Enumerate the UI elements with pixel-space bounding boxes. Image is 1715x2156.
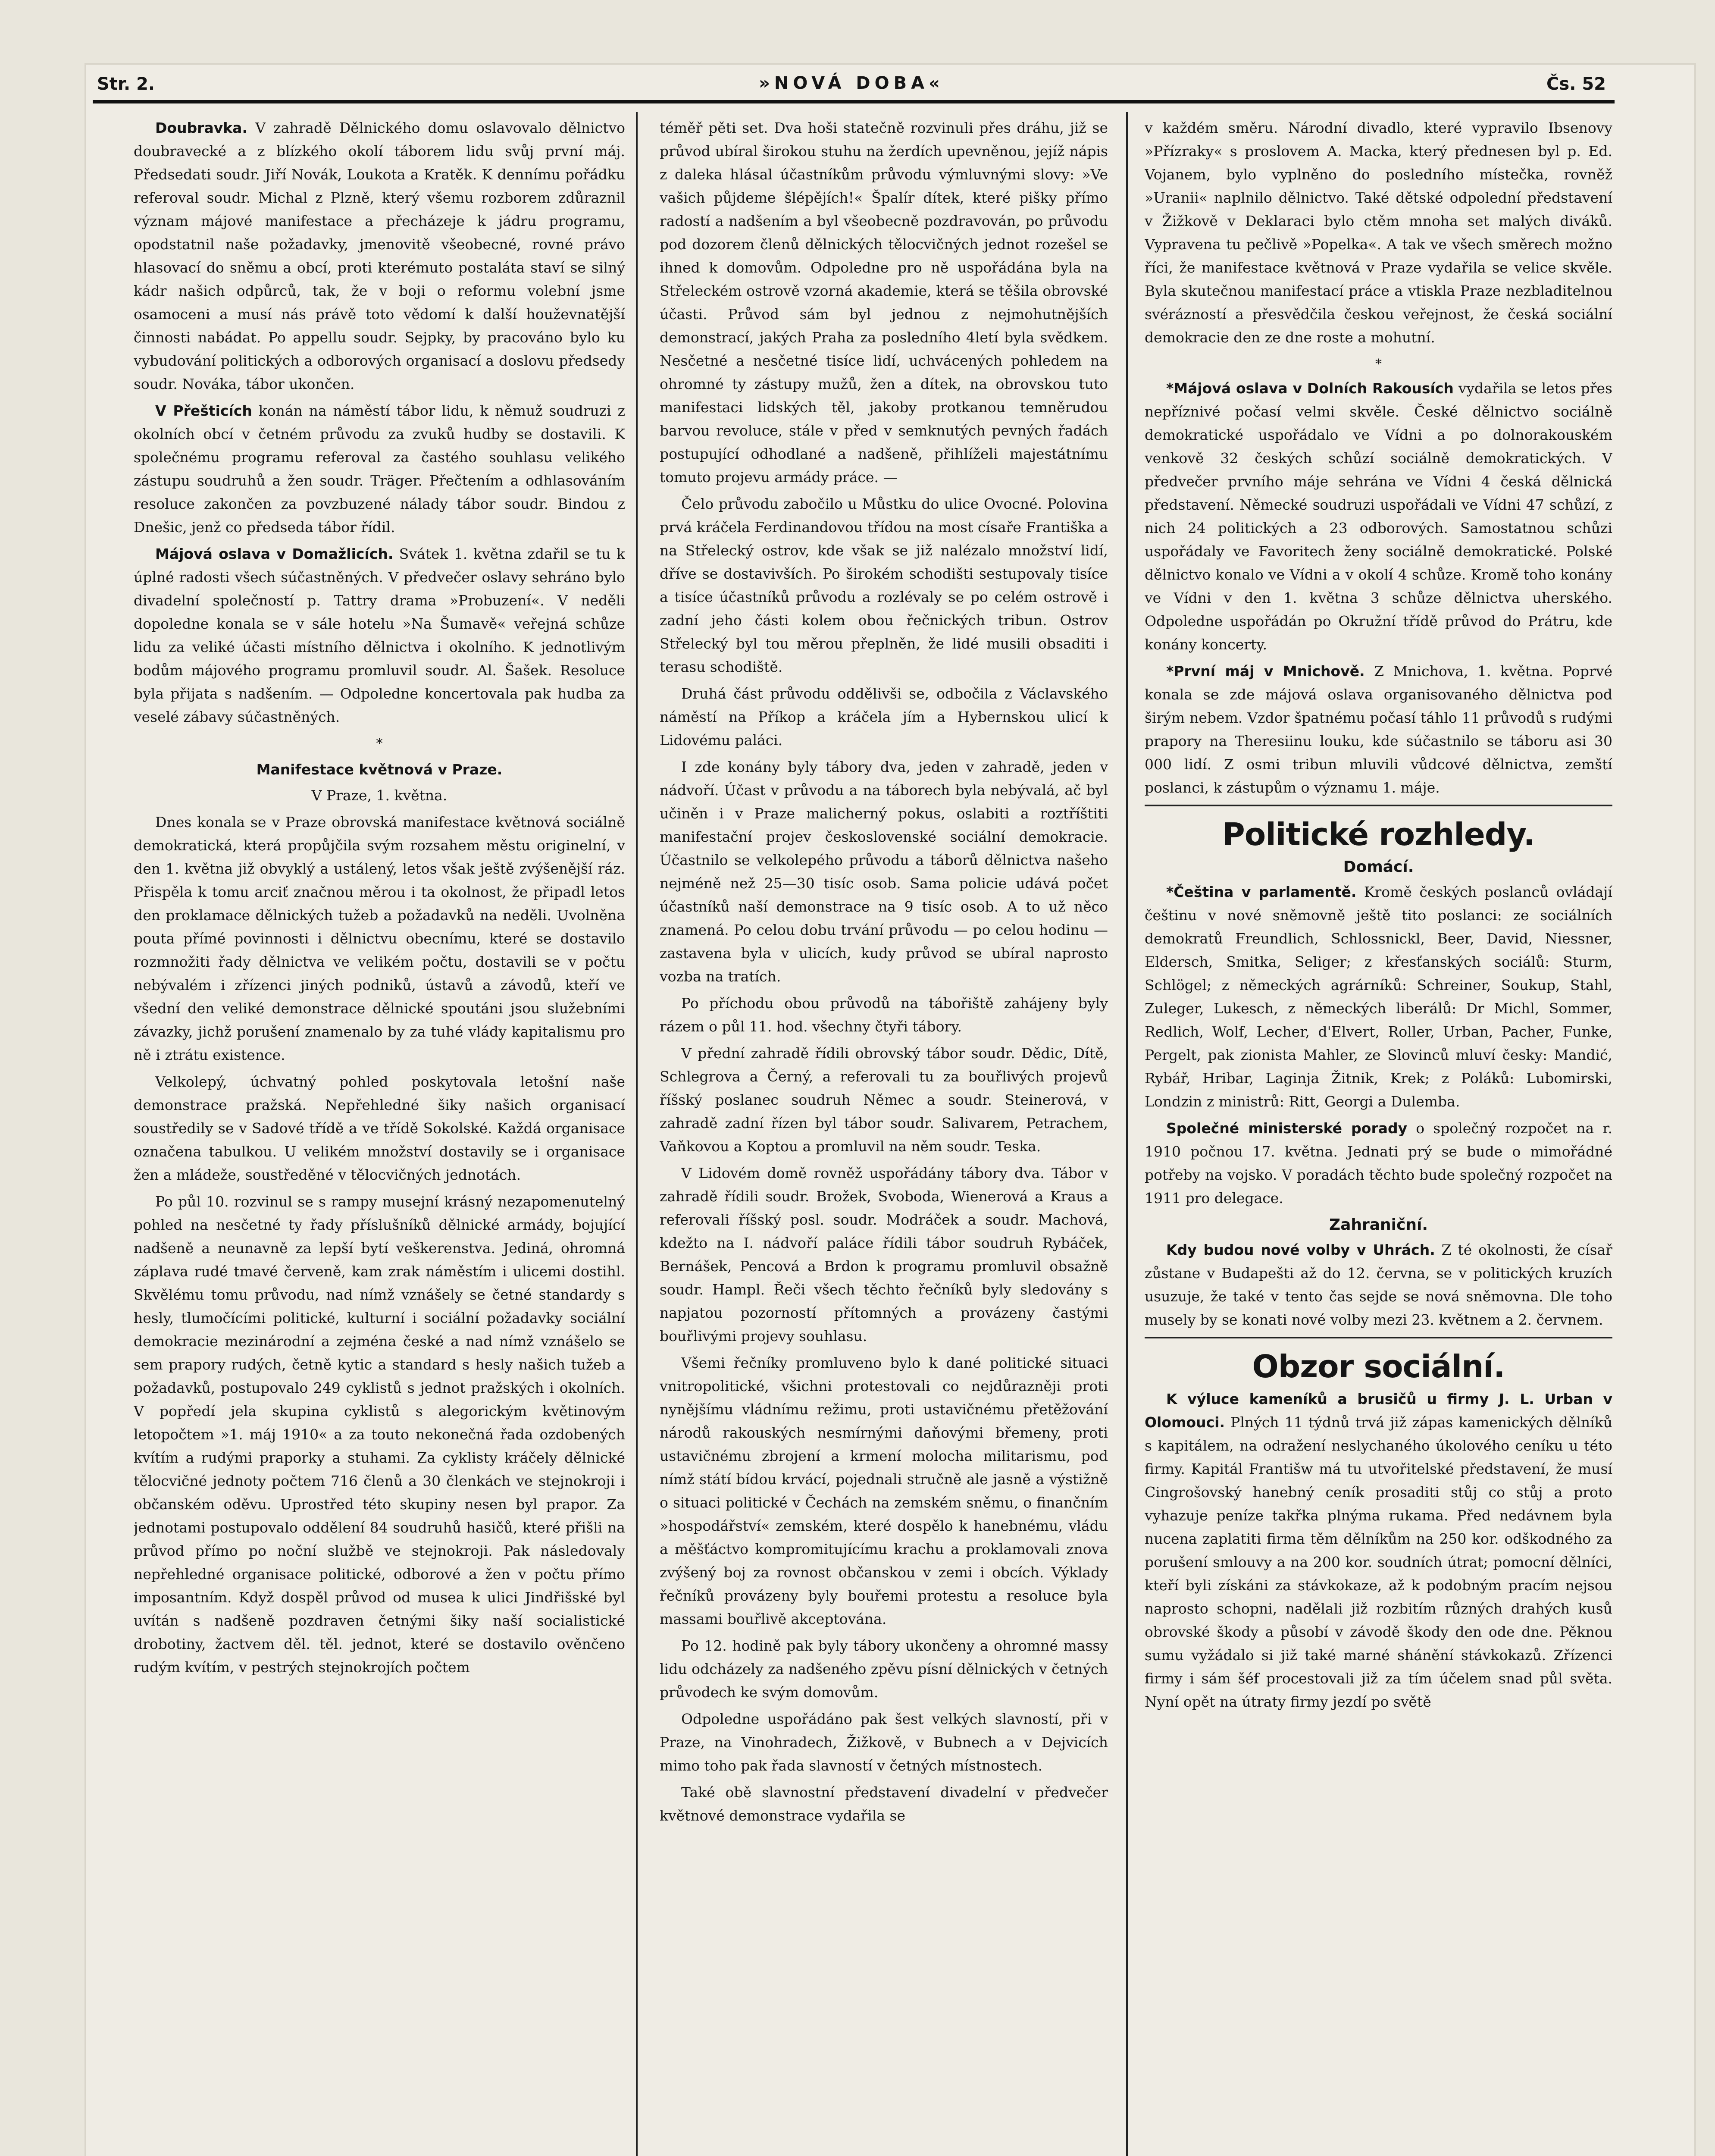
subsection-domaci: Domácí. <box>1343 858 1414 876</box>
article-heading: Manifestace květnová v Praze. <box>256 761 503 778</box>
subsection-zahranicni: Zahraniční. <box>1329 1216 1428 1234</box>
paragraph: Po 12. hodině pak byly tábory ukončeny a ohromné massy lidu odcházely za nadšeného zpěvu písní dělnických v četných průvodech ke svým domovům. <box>660 1637 1108 1701</box>
article-mnichov: *První máj v Mnichově. Z Mnichova, 1. května. Poprvé konala se zde májová oslava organisovaného dělnictva pod širým nebem. Vzdor špatnému počasí táhlo 11 průvodů s rudými prapory na Theresiinu louku, kde súčastnilo se táboru asi 30 000 lidí. Z osmi tribun mluvili vůdcové dělnictva, zemští poslanci, k zástupům o významu 1. máje. <box>1145 663 1612 796</box>
page-header <box>93 69 1610 99</box>
issue-number: Čs. 52 <box>1546 74 1606 94</box>
paragraph: Druhá část průvodu oddělivši se, odbočila z Václavského náměstí na Příkop a kráčela jím a Hybernskou ulicí k Lidovému paláci. <box>660 685 1108 749</box>
paragraph: Odpoledne uspořádáno pak šest velkých slavností, při v Praze, na Vinohradech, Žižkově, v Bubnech a v Dejvicích mimo toho pak řada slavností v četných místnostech. <box>660 1711 1108 1774</box>
column-3 <box>1145 116 1612 2156</box>
header-rule <box>93 100 1615 103</box>
article-dolni-rakousy: *Májová oslava v Dolních Rakousích vydařila se letos přes nepříznivé počasí velmi skvěle. České dělnictvo sociálně demokratické uspořádalo ve Vídni a po dolnorakouském venkově 32 českých schůzí sociálně demokratických. V předvečer prvního máje sehrána ve Vídni 4 česká dělnická představení. Německé soudruzi uspořádali ve Vídni 47 schůzí, z nich 24 politických a 23 odborových. Samostatnou schůzi uspořádaly ve Favoritech ženy sociálně demokratické. Polské dělnictvo konalo ve Vídni a v okolí 4 schůze. Kromě toho konány ve Vídni v den 1. května 3 schůze dělnictva uherského. Odpoledne uspořádán po Okružní třídě průvod do Prátru, kde konány koncerty. <box>1145 380 1612 653</box>
paragraph: I zde konány byly tábory dva, jeden v zahradě, jeden v nádvoří. Účast v průvodu a na táborech byla nebývalá, ač byl učiněn i v Praze malicherný pokus, oslabiti a roztříštiti manifestační projev československé sociální demokracie. Účastnilo se velkolepého průvodu a táborů dělnictva našeho nejméně než 25—30 tisíc osob. Sama policie udává počet účastníků naší demonstrace na 9 tisíc osob. A to už něco znamená. Po celou dobu trvání průvodu — po celou hodinu — zastavena byla v ulicích, kudy průvod se ubíral naprosto vozba na tratích. <box>660 758 1108 985</box>
paragraph: téměř pěti set. Dva hoši statečně rozvinuli přes dráhu, již se průvod ubíral širokou stuhu na žerdích upevněnou, jejíž nápis z daleka hlásal účastníkům průvodu výmluvnými slovy: »Ve vašich půjdeme šlépějích!« Špalír dítek, které pišky přímo radostí a nadšením a byl všeobecně pozdravován, po průvodu pod dozorem členů dělnických tělocvičných jednot rozešel se ihned k domovům. Odpoledne pro ně uspořádána byla na Střeleckém ostrově vzorná akademie, která se těšila obrovské účasti. Průvod sám byl jednou z nejmohutnějších demonstrací, jakých Praha za posledního 4letí byla svědkem. Nesčetné a nesčetné tisíce lidí, uchvácených pohledem na ohromné ty zástupy mužů, žen a dítek, na obrovskou tuto manifestaci lidských těl, jakoby protkanou temněrudou barvou revoluce, stále v před v semknutých pevných řadách postupující odhodlané a nadšeně, přihlíželi majestátnímu tomuto projevu armády práce. — <box>660 119 1108 486</box>
section-heading-obzor: Obzor sociální. <box>1252 1348 1505 1385</box>
paragraph: Všemi řečníky promluveno bylo k dané politické situaci vnitropolitické, všichni protestovali co nejdůrazněji proti nynějšímu vládnímu režimu, proti ustavičnému přetěžování národů rakouských nesmírnými daňovými břemeny, proti ustavičnému zbrojení a krmení molocha militarismu, pod nímž státí bídou krvácí, pojednali stručně ale jasně a výstižně o situaci politické v Čechách na zemském sněmu, o finančním »hospodářství« zemském, které dospělo k hanebnému, vládu a měšťáctvo kompromitujícímu krachu a proklamovali znova zvýšený boj za rovnost občanskou v zemi i obcích. Výklady řečníků provázeny byly bouřemi protestu a resoluce byla massami bouřlivě akceptována. <box>660 1354 1108 1627</box>
article-cestina: *Čeština v parlamentě. Kromě českých poslanců ovládají češtinu v nové sněmovně ještě tito poslanci: ze sociálních demokratů Freundlich, Schlossnickl, Beer, David, Niessner, Eldersch, Smitka, Seliger; z křesťanských sociálů: Sturm, Schlögel; z německých agrárníků: Schreiner, Soukup, Stahl, Zuleger, Lukesch, z německých liberálů: Dr Michl, Sommer, Redlich, Wolf, Lecher, d'Elvert, Roller, Urban, Pacher, Funke, Pergelt, pak zionista Mahler, ze Slovinců mluví česky: Mandić, Rybář, Hribar, Laginja Žitnik, Krek; z Poláků: Lubomirski, Londzin z ministrů: Ritt, Georgi a Dulemba. <box>1145 884 1612 1110</box>
article-vyluka: K výluce kameníků a brusičů u firmy J. L. Urban v Olomouci. Plných 11 týdnů trvá již zápas kamenických dělníků s kapitálem, na odražení neslychaného úkolového ceníku u této firmy. Kapitál Františw má tu utvořitelské představení, že musí Cingrošovský hanebný ceník prosaditi stůj co stůj a proto vyhazuje peníze takřka plnýma rukama. Před nedávnem byla nucena zaplatiti firma těm dělníkům na 250 kor. odškodného za porušení smlouvy a na 200 kor. soudních útrat; pomocní dělníci, kteří byli získáni za stávkokaze, až k podobným pracím nejsou naprosto schopni, nadělali již rozbitím různých drahých kusů obrovské škody a působí v závodě škody den ode dne. Pěknou sumu vyžádalo si již také marné shánění stávkokazů. Zřízenci firmy i sám šéf procestovali již za tím účelem snad půl světa. Nyní opět na útraty firmy jezdí po světě <box>1145 1391 1612 1710</box>
paragraph: V přední zahradě řídili obrovský tábor soudr. Dědic, Dítě, Schlegrova a Černý, a referovali tu za bouřlivých projevů říšský poslanec soudruh Němec a soudr. Steinerová, v zahradě zadní řízen byl tábor soudr. Salivarem, Petrachem, Vaňkovou a Koptou a promluvil na něm soudr. Teska. <box>660 1045 1108 1155</box>
paragraph: Velkolepý, úchvatný pohled poskytovala letošní naše demonstrace pražská. Nepřehledné šiky našich organisací soustředily se v Sadové třídě a ve třídě Sokolské. Každá organisace označena tabulkou. U velikém množství dostavily se i organisace žen a mládeže, soustředěné v tělocvičných jednotách. <box>134 1073 625 1183</box>
paragraph: Po půl 10. rozvinul se s rampy musejní krásný nezapomenutelný pohled na nesčetné ty řady příslušníků dělnické armády, bojující nadšeně a neunavně za lepší bytí veškerenstva. Jediná, ohromná záplava rudé tmavé červeně, kam zrak náměstím i ulicemi dostihl. Skvělému tomu průvodu, nad nímž vznášely se četné standardy s hesly, tlumočícími politické, kulturní i sociální požadavky sociální demokracie mezinárodní a zejména české a nad nímž vznášelo se sem prapory rudých, četně kytic a standard s hesly našich tužeb a požadavků, postupovalo 249 cyklistů s jednot pražských i okolních. V popředí jela skupina cyklistů s alegorickým květinovým letopočtem »1. máj 1910« a za touto nekonečná řada ozdobených kvítím a rudými praporky a stuhami. Za cyklisty kráčely dělnické tělocvičné jednoty počtem 716 členů a 30 členkách ve stejnokroji i občanském oděvu. Uprostřed této skupiny nesen byl prapor. Za jednotami postupovalo oddělení 84 soudruhů hasičů, které přišli na průvod přímo po noční službě ve stejnokroji. Pak následovaly nepřehledné organisace politické, odborové a žen v počtu přímo imposantním. Když dospěl průvod od musea k ulici Jindřišské byl uvítán s nadšeně pozdraven četnými šiky naší socialistické drobotiny, žactvem děl. těl. jednot, které se dostavilo ověnčeno rudým kvítím, v pestrých stejnokrojích počtem <box>134 1193 625 1676</box>
masthead-title: »NOVÁ DOBA« <box>759 73 944 93</box>
article-prestice: V Přešticích konán na náměstí tábor lidu, k němuž soudruzi z okolních obcí v četném průvodu za zvuků hudby se dostavili. K společnému programu referoval za častého souhlasu velikého zástupu soudruhů a žen soudr. Träger. Přečtením a odhlasováním resoluce zakončen za povzbuzené nálady tábor soudr. Bindou z Dnešic, jenž co předseda tábor řídil. <box>134 402 625 536</box>
paragraph: V Lidovém domě rovněž uspořádány tábory dva. Tábor v zahradě řídili soudr. Brožek, Svoboda, Wienerová a Kraus a referovali říšský posl. soudr. Modráček a soudr. Machová, kdežto na I. nádvoří paláce řídili tábor soudruh Rybáček, Bernášek, Pencová a Brdon k programu promluvil obsažně soudr. Hampl. Řeči všech těchto řečníků byly sledovány s napjatou pozorností přítomných a provázeny častými bouřlivými projevy souhlasu. <box>660 1165 1108 1344</box>
paragraph: Čelo průvodu zabočilo u Můstku do ulice Ovocné. Polovina prvá kráčela Ferdinandovou třídou na most císaře Františka a na Střelecký ostrov, kde však se již nalézalo množství lidí, dříve se dostavivších. Po širokém schodišti sestupovaly tisíce a tisíce účastníků průvodu a rozlévaly se po celém ostrově i zadní jeho části kolem obou řečnických tribun. Ostrov Střelecký byl tou měrou přeplněn, že lidé musili obsaditi i terasu schodiště. <box>660 495 1108 675</box>
section-rule <box>1145 1337 1612 1338</box>
page-number: Str. 2. <box>97 74 155 94</box>
separator-star: * <box>1375 357 1382 372</box>
article-domazlice: Májová oslava v Domažlicích. Svátek 1. května zdařil se tu k úplné radosti všech súčastněných. V předvečer oslavy sehráno bylo divadelní společností p. Tattry drama »Probuzení«. V neděli dopoledne konala se v sále hotelu »Na Šumavě« veřejná schůze lidu za veliké účasti místního dělnictva i okolního. K jednotlivým bodům májového programu promluvil soudr. Al. Šašek. Resoluce byla přijata s nadšením. — Odpoledne koncertovala pak hudba za veselé zábavy súčastněných. <box>134 545 625 725</box>
column-1 <box>134 116 625 2156</box>
section-rule <box>1145 805 1612 806</box>
column-2 <box>660 116 1108 2156</box>
column-rule-1 <box>636 112 638 2156</box>
column-rule-2 <box>1126 112 1128 2156</box>
article-uhry: Kdy budou nové volby v Uhrách. Z té okolnosti, že císař zůstane v Budapešti až do 12. června, se v politických kruzích usuzuje, že také v tento čas sejde se nová sněmovna. Dle toho musely by se konati nové volby mezi 23. květnem a 2. červnem. <box>1145 1241 1612 1328</box>
paragraph: Po příchodu obou průvodů na tábořiště zahájeny byly rázem o půl 11. hod. všechny čtyři tábory. <box>660 995 1108 1035</box>
paragraph: v každém směru. Národní divadlo, které vypravilo Ibsenovy »Přízraky« s proslovem A. Macka, který přednesen byl p. Ed. Vojanem, bylo vyplněno do posledního místečka, rovněž »Uranii« naplnilo dělnictvo. Také dětské odpolední představení v Žižkově v Deklaraci bylo ctěm mnoha set malých diváků. Vypravena tu pečlivě »Popelka«. A tak ve všech směrech možno říci, že manifestace květnová v Praze vydařila se velice skvěle. Byla skutečnou manifestací práce a vtiskla Praze nezbladitelnou svérázností a přesvědčila českou veřejnost, že česká sociální demokracie den ze dne roste a mohutní. <box>1145 119 1612 346</box>
section-heading-politicke: Politické rozhledy. <box>1222 816 1535 852</box>
separator-star: * <box>376 736 383 751</box>
article-ministerske-porady: Společné ministerské porady o společný rozpočet na r. 1910 počnou 17. května. Jednati prý se bude o mimořádné potřeby na vojsko. V poradách těchto bude společný rozpočet na 1911 pro delegace. <box>1145 1120 1612 1206</box>
paragraph: Dnes konala se v Praze obrovská manifestace květnová sociálně demokratická, která propůjčila svým rozsahem městu originelní, v den 1. května již obvyklý a ustálený, letos však ještě zvýšenější ráz. Přispěla k tomu arciť značnou měrou i ta okolnost, že připadl letos den proklamace dělnických tužeb a požadavků na neděli. Uvolněna pouta přímé povinnosti i dělnictvu obecnímu, které se dostavilo rozmnožiti řady dělnictva ve velikém počtu, dostavili se v počtu nebývalém i zřízenci jiných podniků, ústavů a závodů, kteří ve všední den veliké demonstrace dělnické spoutáni jsou služebními závazky, jichž porušení znamenalo by za tuhé vlády kapitalismu pro ně i ztrátu existence. <box>134 814 625 1063</box>
article-doubravka: Doubravka. V zahradě Dělnického domu oslavovalo dělnictvo doubravecké a z blízkého okolí táborem lidu svůj první máj. Předsedati soudr. Jiří Novák, Loukota a Kratěk. K dennímu pořádku referoval soudr. Michal z Plzně, který všemu rozborem zdůraznil význam májové manifestace a přecházeje k jádru programu, opodstatnil naše požadavky, jmenovitě všeobecné, rovné právo hlasovací do sněmu a obcí, proti kterémuto postaláta staví se silný kádr našich odpůrců, tak, že v boji o reformu volební jsme osamoceni a musí nás právě toto vědomí k další houževnatější činnosti nabádat. Po appellu soudr. Sejpky, by pracováno bylo ku vybudování politických a odborových organisací a doslovu předsedy soudr. Nováka, tábor ukončen. <box>134 119 625 392</box>
dateline: V Praze, 1. května. <box>311 787 448 804</box>
paragraph: Také obě slavnostní představení divadelní v předvečer květnové demonstrace vydařila se <box>660 1784 1108 1824</box>
